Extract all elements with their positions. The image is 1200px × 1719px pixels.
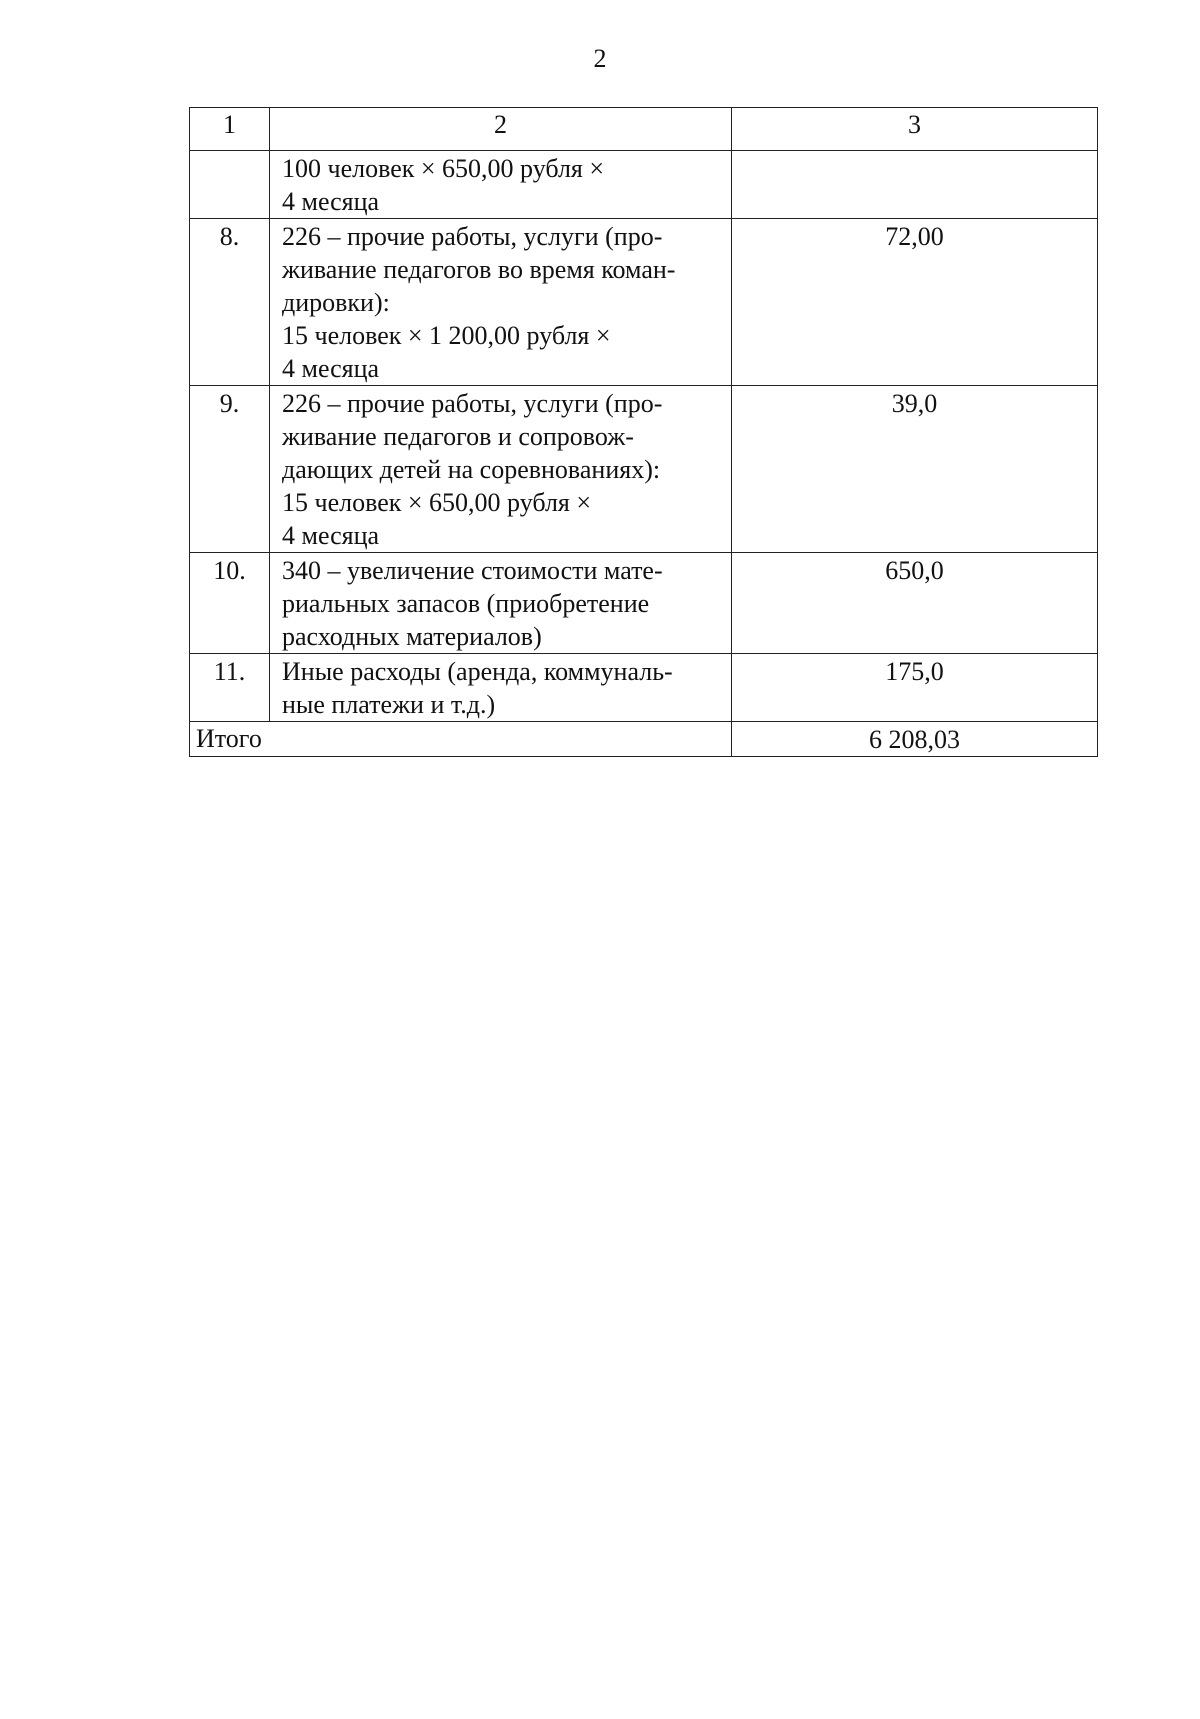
description-line: 15 человек × 1 200,00 рубля × bbox=[282, 321, 611, 350]
description-line: 4 месяца bbox=[282, 521, 380, 550]
row-description bbox=[270, 386, 732, 553]
description-line: ные платежи и т.д.) bbox=[282, 690, 496, 719]
table-row bbox=[190, 386, 1098, 553]
description-line: живание педагогов и сопровож- bbox=[282, 422, 634, 451]
header-cell-2: 2 bbox=[270, 108, 732, 151]
row-number bbox=[190, 151, 270, 219]
table-row bbox=[190, 151, 1098, 219]
description-line: 340 – увеличение стоимости мате- bbox=[282, 556, 663, 585]
budget-table bbox=[189, 107, 1098, 757]
total-row bbox=[190, 722, 1098, 757]
row-description bbox=[270, 219, 732, 386]
description-line: 100 человек × 650,00 рубля × bbox=[282, 154, 605, 183]
row-description bbox=[270, 553, 732, 654]
header-cell-3: 3 bbox=[732, 108, 1098, 151]
table-row bbox=[190, 654, 1098, 722]
row-description bbox=[270, 654, 732, 722]
row-amount: 72,00 bbox=[732, 219, 1098, 386]
description-line: риальных запасов (приобретение bbox=[282, 589, 650, 618]
table-row bbox=[190, 553, 1098, 654]
row-number: 9. bbox=[190, 386, 270, 553]
row-amount: 39,0 bbox=[732, 386, 1098, 553]
row-number: 11. bbox=[190, 654, 270, 722]
total-amount: 6 208,03 bbox=[732, 722, 1098, 757]
description-line: дающих детей на соревнованиях): bbox=[282, 455, 661, 484]
description-line: 15 человек × 650,00 рубля × bbox=[282, 488, 592, 517]
description-line: Иные расходы (аренда, коммуналь- bbox=[282, 657, 673, 686]
header-cell-1: 1 bbox=[190, 108, 270, 151]
total-label: Итого bbox=[190, 722, 732, 757]
description-line: 4 месяца bbox=[282, 187, 380, 216]
row-number: 8. bbox=[190, 219, 270, 386]
row-amount bbox=[732, 151, 1098, 219]
description-line: дировки): bbox=[282, 288, 390, 317]
page-number: 2 bbox=[593, 44, 607, 73]
row-amount: 650,0 bbox=[732, 553, 1098, 654]
table-row bbox=[190, 219, 1098, 386]
description-line: живание педагогов во время коман- bbox=[282, 255, 676, 284]
table-header-row bbox=[190, 108, 1098, 151]
description-line: 226 – прочие работы, услуги (про- bbox=[282, 389, 663, 418]
row-amount: 175,0 bbox=[732, 654, 1098, 722]
description-line: 226 – прочие работы, услуги (про- bbox=[282, 222, 663, 251]
row-number: 10. bbox=[190, 553, 270, 654]
description-line: 4 месяца bbox=[282, 354, 380, 383]
row-description bbox=[270, 151, 732, 219]
description-line: расходных материалов) bbox=[282, 622, 542, 651]
